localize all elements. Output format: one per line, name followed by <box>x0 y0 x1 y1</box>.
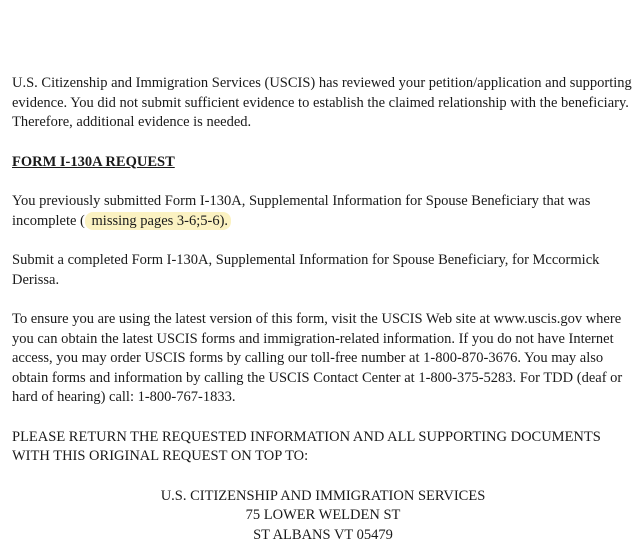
address-line-3: ST ALBANS VT 05479 <box>253 526 393 543</box>
letter-body <box>12 74 634 545</box>
submit-request-paragraph: Submit a completed Form I-130A, Supplemental Information for Spouse Beneficiary, for Mccormick Derissa. <box>12 252 600 288</box>
latest-version-paragraph: To ensure you are using the latest version of this form, visit the USCIS Web site at www.uscis.gov where you can obtain the latest USCIS forms and immigration-related information. If you do not have Internet access, you may order USCIS forms by calling our toll-free number at 1-800-870-3676. You may also obtain forms and information by calling the USCIS Contact Center at 1-800-375-5283. For TDD (deaf or hard of hearing) call: 1-800-767-1833. <box>12 311 623 405</box>
return-address <box>12 487 634 546</box>
section-heading: FORM I-130A REQUEST <box>12 153 175 170</box>
intro-paragraph: U.S. Citizenship and Immigration Services (USCIS) has reviewed your petition/application and supporting evidence. You did not submit sufficient evidence to establish the claimed relationship with the beneficiary. Therefore, additional evidence is needed. <box>12 75 632 130</box>
address-line-1: U.S. CITIZENSHIP AND IMMIGRATION SERVICES <box>160 487 486 504</box>
previous-submission-text: You previously submitted Form I-130A, Supplemental Information for Spouse Beneficiary that was incomplete ( <box>12 193 591 229</box>
missing-pages-highlight: missing pages 3-6;5-6). <box>85 212 231 230</box>
return-instruction-paragraph: PLEASE RETURN THE REQUESTED INFORMATION AND ALL SUPPORTING DOCUMENTS WITH THIS ORIGINAL REQUEST ON TOP TO: <box>12 428 601 464</box>
address-line-2: 75 LOWER WELDEN ST <box>245 507 401 523</box>
previous-submission-paragraph <box>12 192 634 231</box>
